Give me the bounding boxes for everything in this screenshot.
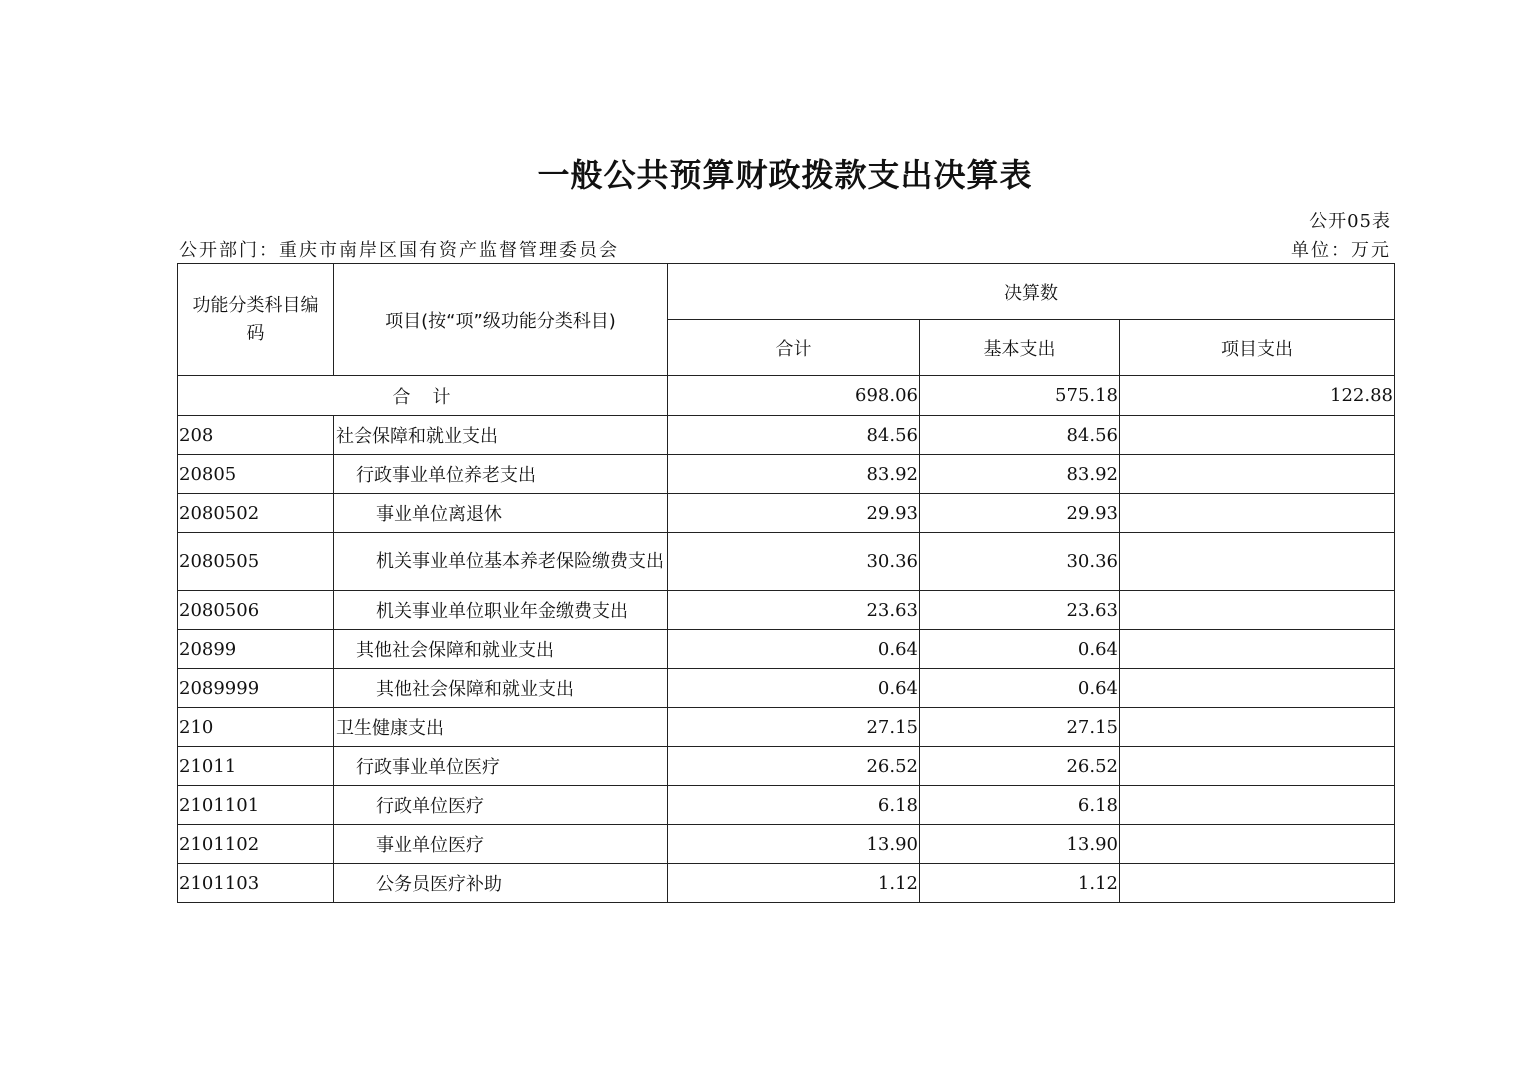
row-name: 行政事业单位养老支出 (334, 455, 668, 494)
row-code: 2080502 (178, 494, 334, 533)
table-row (178, 669, 1395, 708)
table-row (178, 864, 1395, 903)
row-name: 社会保障和就业支出 (334, 416, 668, 455)
table-number: 公开05表 (1309, 211, 1391, 232)
row-code: 2080505 (178, 533, 334, 591)
row-total: 0.64 (668, 630, 920, 669)
row-total: 6.18 (668, 786, 920, 825)
row-project (1120, 786, 1395, 825)
table-row (178, 786, 1395, 825)
expenditure-table (177, 263, 1395, 903)
row-project (1120, 630, 1395, 669)
row-name: 其他社会保障和就业支出 (334, 669, 668, 708)
row-name: 机关事业单位基本养老保险缴费支出 (334, 533, 668, 591)
row-name: 行政单位医疗 (334, 786, 668, 825)
row-code: 2101103 (178, 864, 334, 903)
row-basic: 1.12 (920, 864, 1120, 903)
row-code: 2089999 (178, 669, 334, 708)
row-project (1120, 455, 1395, 494)
row-project (1120, 669, 1395, 708)
row-total: 1.12 (668, 864, 920, 903)
row-project (1120, 416, 1395, 455)
row-basic: 23.63 (920, 591, 1120, 630)
row-code: 2080506 (178, 591, 334, 630)
row-name: 行政事业单位医疗 (334, 747, 668, 786)
row-total: 83.92 (668, 455, 920, 494)
row-total: 13.90 (668, 825, 920, 864)
row-project (1120, 591, 1395, 630)
row-name: 机关事业单位职业年金缴费支出 (334, 591, 668, 630)
row-basic: 26.52 (920, 747, 1120, 786)
header-project: 项目支出 (1120, 320, 1395, 376)
row-project (1120, 864, 1395, 903)
row-name: 事业单位医疗 (334, 825, 668, 864)
table-row (178, 747, 1395, 786)
unit-label: 单位：万元 (1291, 240, 1391, 261)
table-row (178, 416, 1395, 455)
row-basic: 29.93 (920, 494, 1120, 533)
total-sum: 698.06 (668, 376, 920, 416)
table-row (178, 533, 1395, 591)
table-row (178, 708, 1395, 747)
row-total: 26.52 (668, 747, 920, 786)
row-basic: 13.90 (920, 825, 1120, 864)
row-project (1120, 825, 1395, 864)
row-total: 0.64 (668, 669, 920, 708)
row-code: 2101101 (178, 786, 334, 825)
row-basic: 27.15 (920, 708, 1120, 747)
row-basic: 0.64 (920, 630, 1120, 669)
header-final: 决算数 (668, 264, 1395, 320)
row-total: 29.93 (668, 494, 920, 533)
row-basic: 84.56 (920, 416, 1120, 455)
table-row (178, 630, 1395, 669)
header-code: 功能分类科目编码 (178, 264, 334, 376)
table-row (178, 455, 1395, 494)
row-total: 84.56 (668, 416, 920, 455)
row-code: 20899 (178, 630, 334, 669)
row-project (1120, 708, 1395, 747)
row-basic: 6.18 (920, 786, 1120, 825)
table-row (178, 494, 1395, 533)
row-code: 21011 (178, 747, 334, 786)
row-code: 2101102 (178, 825, 334, 864)
row-code: 210 (178, 708, 334, 747)
row-project (1120, 747, 1395, 786)
row-name: 公务员医疗补助 (334, 864, 668, 903)
total-row (178, 376, 1395, 416)
row-name: 其他社会保障和就业支出 (334, 630, 668, 669)
total-project: 122.88 (1120, 376, 1395, 416)
table-row (178, 591, 1395, 630)
row-basic: 83.92 (920, 455, 1120, 494)
header-basic: 基本支出 (920, 320, 1120, 376)
department-label: 公开部门：重庆市南岸区国有资产监督管理委员会 (179, 240, 619, 261)
total-label: 合 计 (178, 376, 668, 416)
row-total: 27.15 (668, 708, 920, 747)
row-code: 208 (178, 416, 334, 455)
header-total: 合计 (668, 320, 920, 376)
header-item: 项目(按“项”级功能分类科目) (334, 264, 668, 376)
row-name: 卫生健康支出 (334, 708, 668, 747)
row-total: 23.63 (668, 591, 920, 630)
page-title: 一般公共预算财政拨款支出决算表 (537, 156, 1033, 194)
row-basic: 30.36 (920, 533, 1120, 591)
row-project (1120, 494, 1395, 533)
total-basic: 575.18 (920, 376, 1120, 416)
row-total: 30.36 (668, 533, 920, 591)
row-name: 事业单位离退休 (334, 494, 668, 533)
row-code: 20805 (178, 455, 334, 494)
row-project (1120, 533, 1395, 591)
table-row (178, 825, 1395, 864)
row-basic: 0.64 (920, 669, 1120, 708)
